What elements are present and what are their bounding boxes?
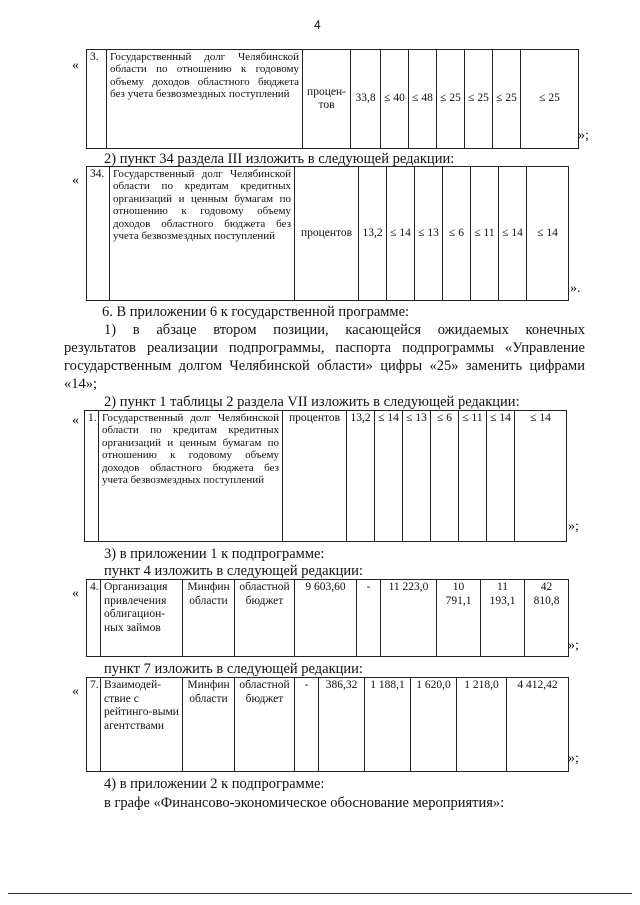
value-cell: ≤ 25 <box>465 50 493 149</box>
indicator-description: Государственный долг Челябинской области по отношению к годовому объему доходов областного бюджета без учета безвозмездных поступлений <box>107 50 303 149</box>
row-number: 7. <box>87 678 101 772</box>
value-cell: ≤ 14 <box>515 411 567 542</box>
unit-cell: процен-тов <box>303 50 351 149</box>
amount-cell: 11 193,1 <box>481 580 525 657</box>
instruction-line: пункт 4 изложить в следующей редакции: <box>104 563 363 579</box>
table-measure-7 <box>86 677 569 772</box>
section-heading: 6. В приложении 6 к государственной программе: <box>102 304 410 320</box>
amount-cell: 10 791,1 <box>437 580 481 657</box>
instruction-line: 2) пункт 34 раздела III изложить в следующей редакции: <box>104 151 455 167</box>
row-number: 34. <box>87 167 110 301</box>
paragraph-line: результатов реализации подпрограммы, паспорта подпрограммы «Управление <box>64 340 585 356</box>
row-number: 1. <box>85 411 99 542</box>
close-quote: »; <box>568 751 579 766</box>
value-cell: ≤ 25 <box>521 50 579 149</box>
value-cell: ≤ 48 <box>409 50 437 149</box>
value-cell: 13,2 <box>359 167 387 301</box>
table-row <box>85 411 567 542</box>
executor-cell: Минфин области <box>183 580 235 657</box>
table-debt-ratio <box>86 49 579 149</box>
value-cell: ≤ 14 <box>387 167 415 301</box>
value-cell: ≤ 13 <box>415 167 443 301</box>
measure-name: Организация привлечения облигацион-ных займов <box>101 580 183 657</box>
value-cell: 13,2 <box>347 411 375 542</box>
value-cell: ≤ 11 <box>471 167 499 301</box>
value-cell: ≤ 40 <box>381 50 409 149</box>
open-quote: « <box>72 413 79 428</box>
open-quote: « <box>72 684 79 699</box>
amount-cell: - <box>295 678 319 772</box>
amount-cell: 4 412,42 <box>507 678 569 772</box>
funding-source-cell: областной бюджет <box>235 678 295 772</box>
close-quote: »; <box>578 128 589 143</box>
table-measure-4 <box>86 579 569 657</box>
instruction-line: 4) в приложении 2 к подпрограмме: <box>104 776 325 792</box>
table-debt-credit-ratio <box>86 166 569 301</box>
value-cell: ≤ 6 <box>431 411 459 542</box>
value-cell: 33,8 <box>351 50 381 149</box>
paragraph-line: «14»; <box>64 376 98 392</box>
amount-cell: 1 188,1 <box>365 678 411 772</box>
unit-cell: процентов <box>283 411 347 542</box>
table-debt-credit-ratio-2 <box>84 410 567 542</box>
value-cell: ≤ 11 <box>459 411 487 542</box>
amount-cell: 1 620,0 <box>411 678 457 772</box>
value-cell: ≤ 6 <box>443 167 471 301</box>
amount-cell: 11 223,0 <box>381 580 437 657</box>
value-cell: ≤ 14 <box>487 411 515 542</box>
funding-source-cell: областной бюджет <box>235 580 295 657</box>
row-number: 3. <box>87 50 107 149</box>
paragraph-line: государственным долгом Челябинской области» цифры «25» заменить цифрами <box>64 358 585 374</box>
amount-cell: 9 603,60 <box>295 580 357 657</box>
value-cell: ≤ 14 <box>499 167 527 301</box>
table-row <box>87 50 579 149</box>
unit-cell: процентов <box>295 167 359 301</box>
table-row <box>87 167 569 301</box>
close-quote: ». <box>570 281 581 296</box>
close-quote: »; <box>568 638 579 653</box>
value-cell: ≤ 25 <box>437 50 465 149</box>
value-cell: ≤ 14 <box>527 167 569 301</box>
indicator-description: Государственный долг Челябинской области по кредитам кредитных организаций и ценным бумагам по отношению к годовому объему доходов областного бюджета без учета безвозмездных поступлений <box>99 411 283 542</box>
open-quote: « <box>72 586 79 601</box>
page-number: 4 <box>314 18 321 32</box>
instruction-line: пункт 7 изложить в следующей редакции: <box>104 661 363 677</box>
instruction-line: в графе «Финансово-экономическое обоснование мероприятия»: <box>104 795 505 811</box>
open-quote: « <box>72 58 79 73</box>
value-cell: ≤ 25 <box>493 50 521 149</box>
measure-name: Взаимодей-ствие с рейтинго-выми агентствами <box>101 678 183 772</box>
paragraph-line: 1) в абзаце втором позиции, касающейся ожидаемых конечных <box>104 322 585 338</box>
executor-cell: Минфин области <box>183 678 235 772</box>
amount-cell: 42 810,8 <box>525 580 569 657</box>
amount-cell: 1 218,0 <box>457 678 507 772</box>
amount-cell: - <box>357 580 381 657</box>
instruction-line: 2) пункт 1 таблицы 2 раздела VII изложить в следующей редакции: <box>104 394 520 410</box>
indicator-description: Государственный долг Челябинской области по кредитам кредитных организаций и ценным бумагам по отношению к годовому объему доходов областного бюджета без учета безвозмездных поступлений <box>110 167 295 301</box>
table-row <box>87 580 569 657</box>
open-quote: « <box>72 173 79 188</box>
close-quote: »; <box>568 519 579 534</box>
row-number: 4. <box>87 580 101 657</box>
table-row <box>87 678 569 772</box>
value-cell: ≤ 14 <box>375 411 403 542</box>
bottom-divider <box>8 893 632 894</box>
value-cell: ≤ 13 <box>403 411 431 542</box>
amount-cell: 386,32 <box>319 678 365 772</box>
instruction-line: 3) в приложении 1 к подпрограмме: <box>104 546 325 562</box>
